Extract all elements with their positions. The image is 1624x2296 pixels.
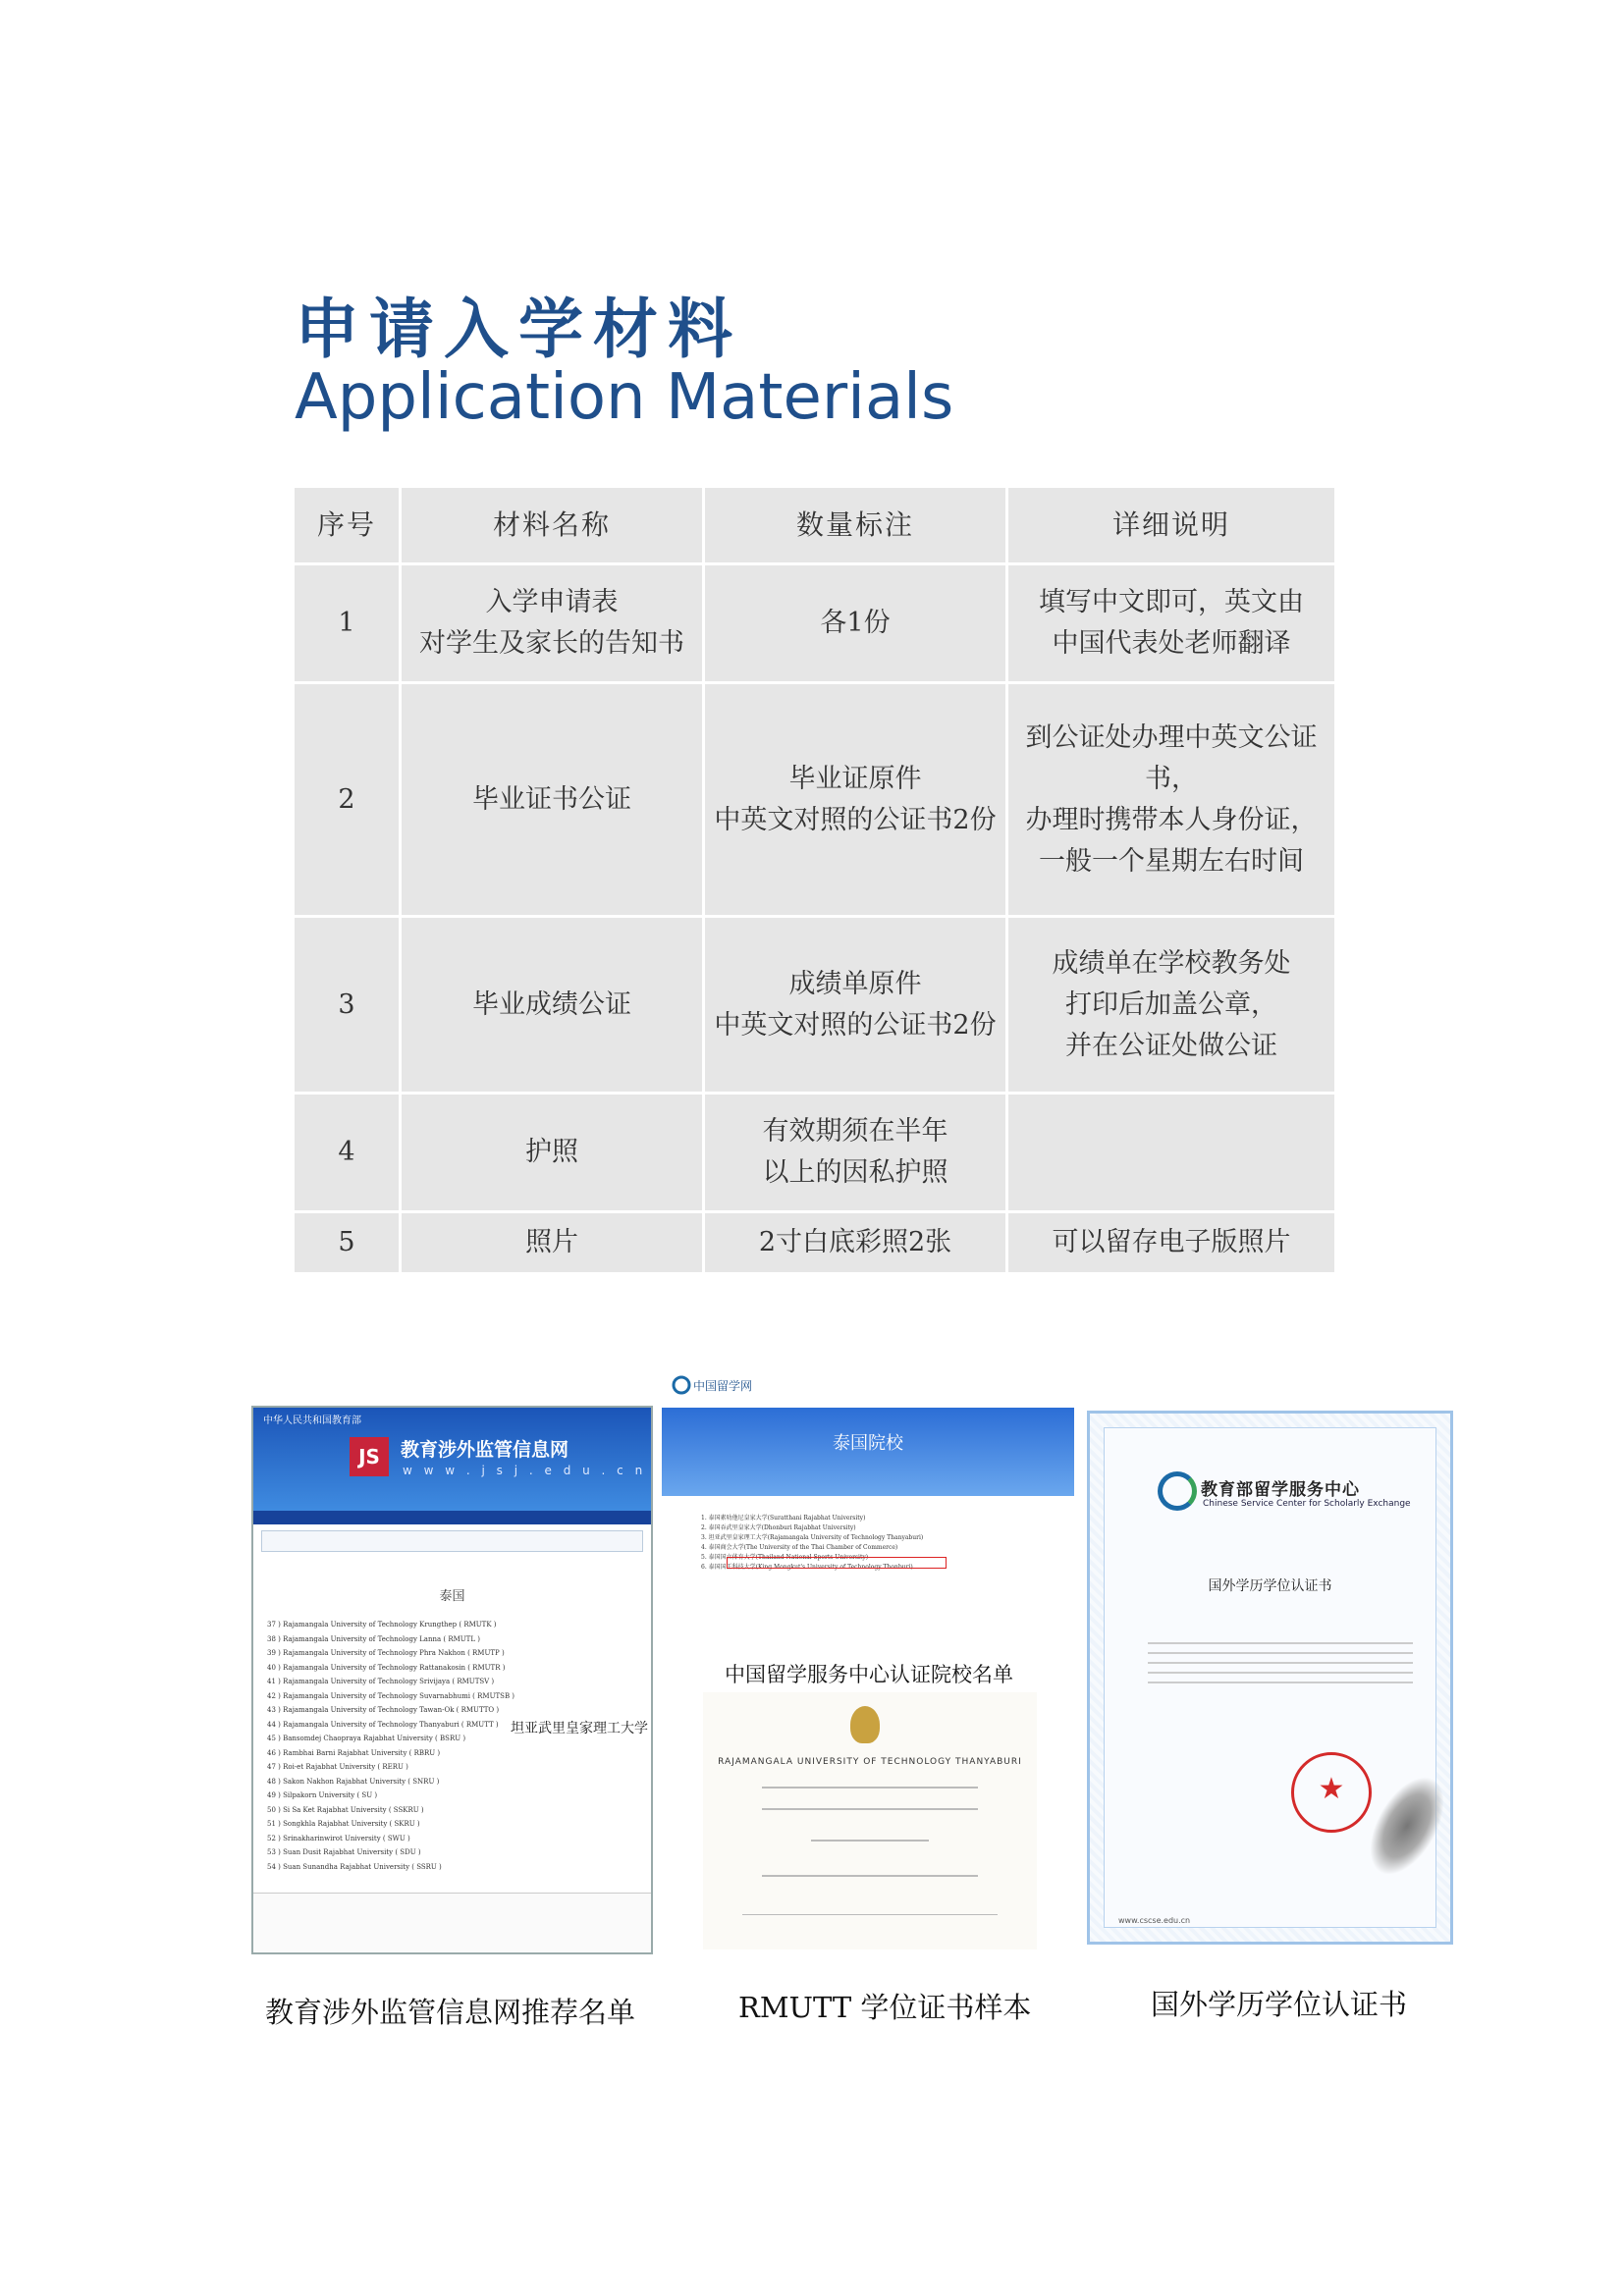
certificate-line: [762, 1875, 978, 1877]
list-item: 48 ) Sakon Nakhon Rajabhat University ( SNRU ): [267, 1777, 440, 1786]
degree-authentication-certificate: [1087, 1411, 1453, 1945]
site-name: 教育涉外监管信息网: [401, 1439, 569, 1461]
certificate-frame: [1104, 1427, 1436, 1928]
cscse-banner: [662, 1408, 1074, 1496]
issuer-url: www.cscse.edu.cn: [1118, 1916, 1191, 1925]
row-name: 毕业证书公证: [401, 683, 704, 917]
list-item: 51 ) Songkhla Rajabhat University ( SKRU ): [267, 1820, 420, 1828]
list-item: 6. 泰国国王科技大学(King Mongkut's University of Technology Thonburi): [701, 1564, 913, 1571]
banner-title: 泰国院校: [833, 1433, 903, 1454]
row-no: 3: [294, 917, 401, 1094]
row-qty: 毕业证原件 中英文对照的公证书2份: [704, 683, 1007, 917]
column-header-detail: 详细说明: [1007, 487, 1336, 564]
list-item: 42 ) Rajamangala University of Technology Suvarnabhumi ( RMUTSB ): [267, 1691, 515, 1700]
cscse-logo-icon: [1158, 1471, 1197, 1511]
list-item: 4. 泰国商会大学(The University of the Thai Chamber of Commerce): [701, 1544, 898, 1551]
row-name: 护照: [401, 1094, 704, 1212]
issuer-name-en: Chinese Service Center for Scholarly Exchange: [1203, 1499, 1411, 1509]
row-name: 照片: [401, 1212, 704, 1274]
cscse-list-screenshot: [662, 1408, 1074, 1952]
row-qty: 成绩单原件 中英文对照的公证书2份: [704, 917, 1007, 1094]
table-row: [294, 683, 1336, 917]
university-list: [267, 1618, 651, 1874]
certificate-line: [762, 1787, 978, 1789]
list-item: 43 ) Rajamangala University of Technology Tawan-Ok ( RMUTTO ): [267, 1706, 500, 1714]
list-item: 52 ) Srinakharinwirot University ( SWU ): [267, 1834, 410, 1842]
row-qty: 各1份: [704, 564, 1007, 683]
certificate-title: 国外学历学位认证书: [1208, 1578, 1332, 1594]
list-item: 46 ) Rambhai Barni Rajabhat University ( RBRU ): [267, 1748, 441, 1757]
certificate-line: [811, 1840, 929, 1842]
highlight-annotation: 坦亚武里皇家理工大学: [511, 1718, 648, 1737]
row-name: 毕业成绩公证: [401, 917, 704, 1094]
caption-rmutt-sample: RMUTT 学位证书样本: [738, 1991, 1032, 2024]
table-header-row: [294, 487, 1336, 564]
jsj-website-screenshot: [251, 1406, 653, 1954]
row-no: 1: [294, 564, 401, 683]
row-no: 4: [294, 1094, 401, 1212]
official-stamp-icon: ★: [1291, 1752, 1372, 1833]
row-detail: 成绩单在学校教务处 打印后加盖公章， 并在公证处做公证: [1007, 917, 1336, 1094]
column-header-qty: 数量标注: [704, 487, 1007, 564]
list-item: 50 ) Si Sa Ket Rajabhat University ( SSKRU ): [267, 1805, 424, 1814]
certificate-university-name: RAJAMANGALA UNIVERSITY OF TECHNOLOGY THANYABURI: [718, 1757, 1022, 1767]
list-item: 5. 泰国国立体育大学(Thailand National Sports University): [701, 1554, 869, 1561]
certificate-line: [762, 1808, 978, 1810]
list-item: 3. 坦亚武里皇家理工大学(Rajamangala University of Technology Thanyaburi): [701, 1534, 924, 1541]
materials-table: [292, 485, 1337, 1275]
site-url: w w w . j s j . e d u . c n: [403, 1464, 647, 1477]
list-item: 40 ) Rajamangala University of Technology Rattanakosin ( RMUTR ): [267, 1663, 506, 1672]
ministry-label: 中华人民共和国教育部: [263, 1415, 361, 1426]
table-row: [294, 917, 1336, 1094]
list-item: 41 ) Rajamangala University of Technology Srivijaya ( RMUTSV ): [267, 1678, 495, 1685]
list-item: 39 ) Rajamangala University of Technology Phra Nakhon ( RMUTP ): [267, 1649, 505, 1657]
list-item: 44 ) Rajamangala University of Technology Thanyaburi ( RMUTT ): [267, 1720, 499, 1729]
list-item: 47 ) Roi-et Rajabhat University ( RERU ): [267, 1763, 408, 1771]
highlight-box: [727, 1557, 947, 1569]
list-item: 53 ) Suan Dusit Rajabhat University ( SDU ): [267, 1848, 421, 1856]
table-row: [294, 1094, 1336, 1212]
cscse-logo-icon: [672, 1374, 766, 1396]
university-seal-icon: [850, 1706, 880, 1743]
row-detail: 填写中文即可，英文由 中国代表处老师翻译: [1007, 564, 1336, 683]
caption-authentication: 国外学历学位认证书: [1151, 1988, 1408, 2021]
table-row: [294, 1212, 1336, 1274]
page-title-cn: 申请入学材料: [295, 291, 742, 367]
cscse-caption: 中国留学服务中心认证院校名单: [725, 1663, 1013, 1686]
row-no: 2: [294, 683, 401, 917]
website-header: [253, 1408, 651, 1511]
page-title-en: Application Materials: [295, 361, 954, 434]
row-qty: 有效期须在半年 以上的因私护照: [704, 1094, 1007, 1212]
cscse-logo-text: 中国留学网: [693, 1379, 753, 1393]
list-item: 2. 泰国吞武里皇家大学(Dhonburi Rajabhat University): [701, 1524, 856, 1531]
country-heading: 泰国: [439, 1589, 465, 1604]
caption-jsj-list: 教育涉外监管信息网推荐名单: [265, 1996, 636, 2029]
website-footer: [253, 1893, 651, 1952]
website-search-bar: [261, 1530, 643, 1552]
row-no: 5: [294, 1212, 401, 1274]
row-detail: 到公证处办理中英文公证书， 办理时携带本人身份证， 一般一个星期左右时间: [1007, 683, 1336, 917]
row-detail: 可以留存电子版照片: [1007, 1212, 1336, 1274]
column-header-name: 材料名称: [401, 487, 704, 564]
list-item: 38 ) Rajamangala University of Technology Lanna ( RMUTL ): [267, 1634, 480, 1643]
signature-line: [742, 1914, 998, 1915]
row-detail: [1007, 1094, 1336, 1212]
issuer-name-cn: 教育部留学服务中心: [1201, 1480, 1360, 1500]
list-item: 54 ) Suan Sunandha Rajabhat University ( SSRU ): [267, 1862, 442, 1871]
row-name: 入学申请表 对学生及家长的告知书: [401, 564, 704, 683]
column-header-no: 序号: [294, 487, 401, 564]
certificate-body-placeholder: [1148, 1634, 1413, 1691]
row-qty: 2寸白底彩照2张: [704, 1212, 1007, 1274]
degree-certificate-sample: [703, 1692, 1037, 1949]
list-item: 45 ) Bansomdej Chaopraya Rajabhat University ( BSRU ): [267, 1735, 466, 1742]
list-item: 37 ) Rajamangala University of Technology Krungthep ( RMUTK ): [267, 1621, 497, 1629]
table-row: [294, 564, 1336, 683]
list-item: 49 ) Silpakorn University ( SU ): [267, 1791, 378, 1799]
website-nav-bar: [253, 1511, 651, 1524]
list-item: 1. 泰国素叻他尼皇家大学(Suratthani Rajabhat University): [701, 1515, 866, 1522]
jsj-logo-icon: JS: [350, 1437, 389, 1476]
